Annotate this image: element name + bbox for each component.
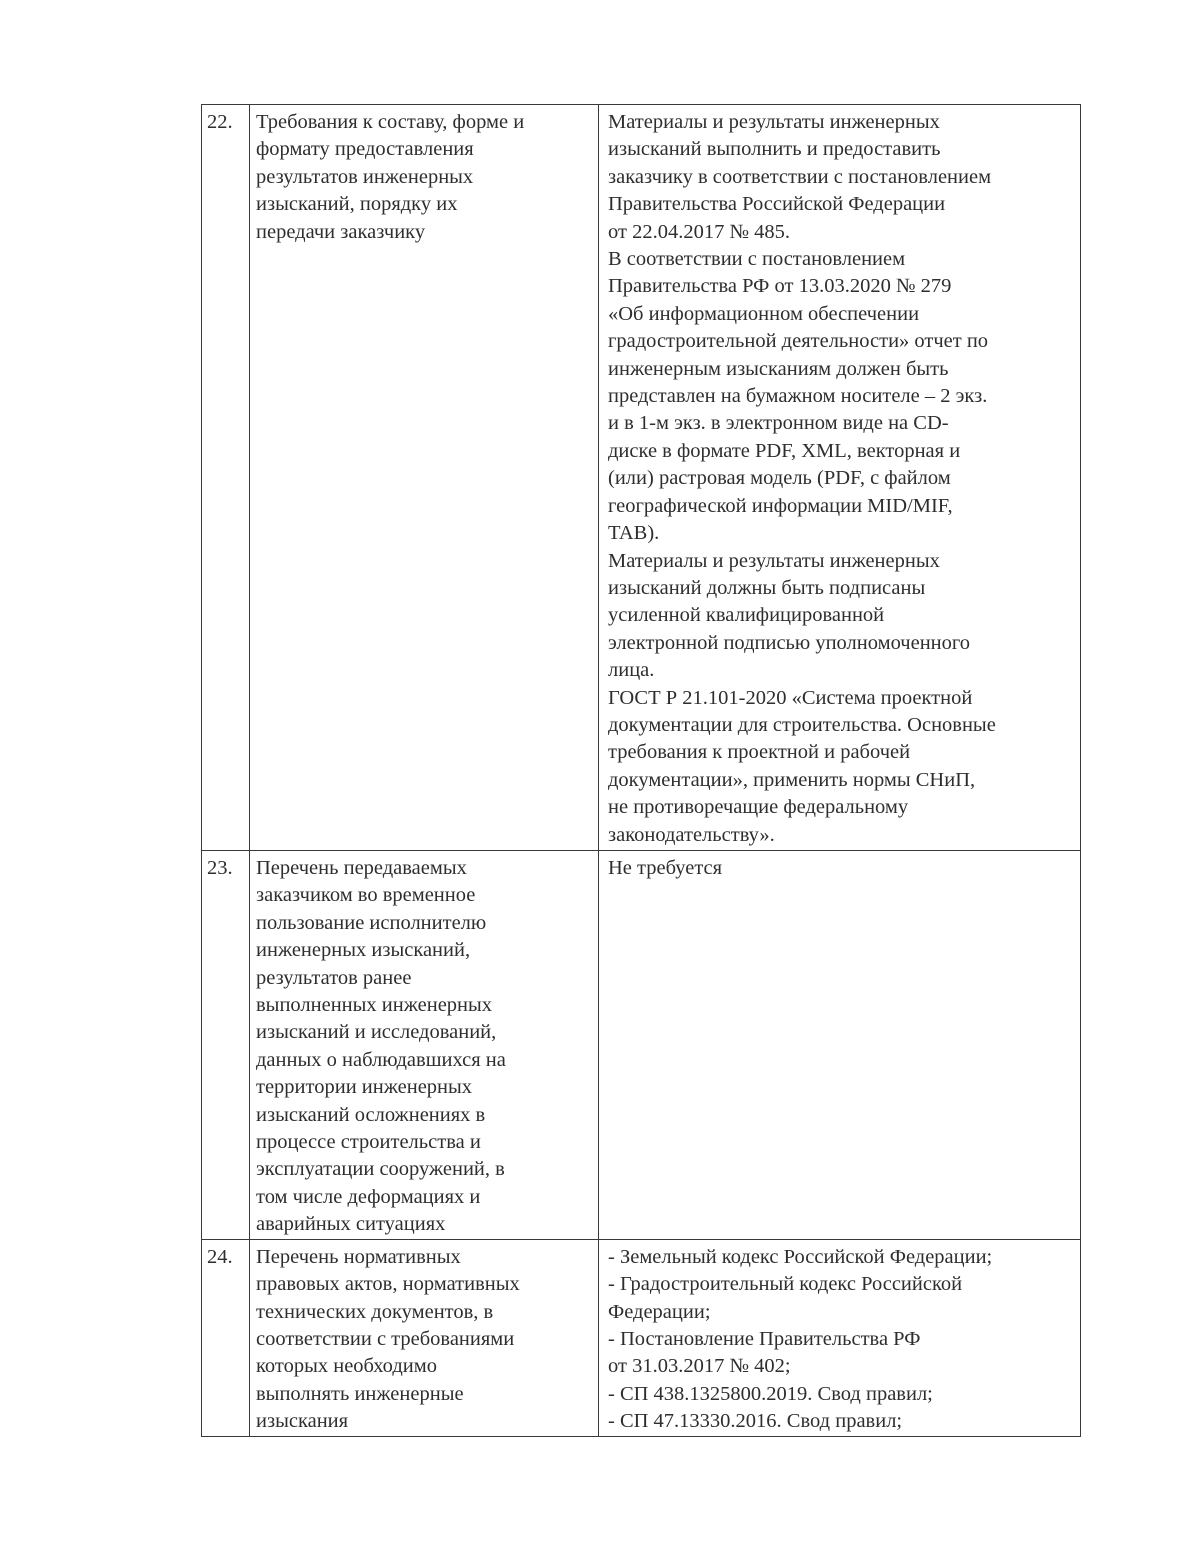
text-line: заказчику в соответствии с постановлением	[608, 165, 992, 188]
text-line: не противоречащие федеральному	[608, 796, 909, 819]
text-line: правовых актов, нормативных	[256, 1273, 520, 1296]
text-line: «Об информационном обеспечении	[608, 302, 920, 325]
requirement-cell	[250, 851, 599, 1240]
text-line: которых необходимо	[256, 1355, 437, 1378]
row-number-text: 24.	[207, 1245, 233, 1268]
requirement-cell	[250, 105, 599, 851]
text-line: эксплуатации сооружений, в	[256, 1158, 505, 1181]
table-row	[202, 1239, 1081, 1436]
text-line: градостроительной деятельности» отчет по	[608, 330, 989, 353]
text-line: - СП 47.13330.2016. Свод правил;	[608, 1410, 903, 1433]
text-line: заказчиком во временное	[256, 884, 476, 907]
text-line: инженерным изысканиям должен быть	[608, 357, 949, 380]
text-line: выполнять инженерные	[256, 1382, 464, 1405]
text-line: электронной подписью уполномоченного	[608, 631, 971, 654]
text-line: изысканий выполнить и предоставить	[608, 138, 941, 161]
text-line: В соответствии с постановлением	[608, 248, 906, 271]
text-line: требования к проектной и рабочей	[608, 741, 911, 764]
text-line: лица.	[608, 659, 655, 682]
text-line: Перечень нормативных	[256, 1245, 461, 1268]
text-line: - Постановление Правительства РФ	[608, 1327, 921, 1350]
text-line: инженерных изысканий,	[256, 939, 471, 962]
text-line: пользование исполнителю	[256, 911, 487, 934]
text-line: Правительства Российской Федерации	[608, 193, 946, 216]
text-line: передачи заказчику	[256, 220, 426, 243]
text-line: территории инженерных	[256, 1076, 473, 1099]
text-line: от 22.04.2017 № 485.	[608, 220, 790, 243]
text-line: усиленной квалифицированной	[608, 604, 885, 627]
text-line: формату предоставления	[256, 138, 474, 161]
requirements-table	[201, 104, 1081, 1437]
text-line: представлен на бумажном носителе – 2 экз.	[608, 385, 988, 408]
text-line: Требования к составу, форме и	[256, 111, 525, 133]
row-number	[202, 105, 250, 851]
text-line: соответствии с требованиями	[256, 1327, 515, 1350]
row-number-text: 23.	[207, 857, 233, 879]
text-line: и в 1-м экз. в электронном виде на CD-	[608, 412, 949, 435]
value-cell	[599, 851, 1081, 1240]
text-line: Не требуется	[608, 857, 723, 879]
text-line: технических документов, в	[256, 1300, 494, 1323]
row-number-text: 22.	[207, 111, 233, 133]
text-line: ГОСТ Р 21.101-2020 «Система проектной	[608, 686, 973, 709]
text-line: выполненных инженерных	[256, 994, 493, 1017]
text-line: изысканий, порядку их	[256, 193, 458, 216]
text-line: аварийных ситуациях	[256, 1213, 446, 1236]
text-line: том числе деформациях и	[256, 1185, 481, 1208]
text-line: TAB).	[608, 522, 660, 545]
text-line: Материалы и результаты инженерных	[608, 111, 940, 133]
text-line: от 31.03.2017 № 402;	[608, 1355, 791, 1378]
table-row	[202, 105, 1081, 851]
text-line: диске в формате PDF, XML, векторная и	[608, 439, 961, 462]
text-line: Материалы и результаты инженерных	[608, 549, 940, 572]
text-line: Федерации;	[608, 1300, 711, 1323]
text-line: изысканий и исследований,	[256, 1021, 497, 1044]
text-line: - Градостроительный кодекс Российской	[608, 1273, 963, 1296]
text-line: изыскания	[256, 1410, 349, 1433]
text-line: Перечень передаваемых	[256, 857, 467, 879]
text-line: данных о наблюдавшихся на	[256, 1048, 506, 1071]
row-number	[202, 851, 250, 1240]
text-line: законодательству».	[608, 823, 775, 846]
text-line: процессе строительства и	[256, 1131, 481, 1154]
text-line: Правительства РФ от 13.03.2020 № 279	[608, 275, 952, 298]
text-line: (или) растровая модель (PDF, с файлом	[608, 467, 951, 490]
text-line: - Земельный кодекс Российской Федерации;	[608, 1245, 993, 1268]
requirement-cell	[250, 1239, 599, 1436]
text-line: результатов инженерных	[256, 165, 474, 188]
table-row	[202, 851, 1081, 1240]
value-cell	[599, 1239, 1081, 1436]
text-line: географической информации MID/MIF,	[608, 494, 953, 517]
row-number	[202, 1239, 250, 1436]
value-cell	[599, 105, 1081, 851]
text-line: документации», применить нормы СНиП,	[608, 768, 976, 791]
text-line: документации для строительства. Основные	[608, 713, 996, 736]
text-line: результатов ранее	[256, 966, 412, 989]
text-line: - СП 438.1325800.2019. Свод правил;	[608, 1382, 933, 1405]
text-line: изысканий должны быть подписаны	[608, 576, 926, 599]
text-line: изысканий осложнениях в	[256, 1103, 486, 1126]
